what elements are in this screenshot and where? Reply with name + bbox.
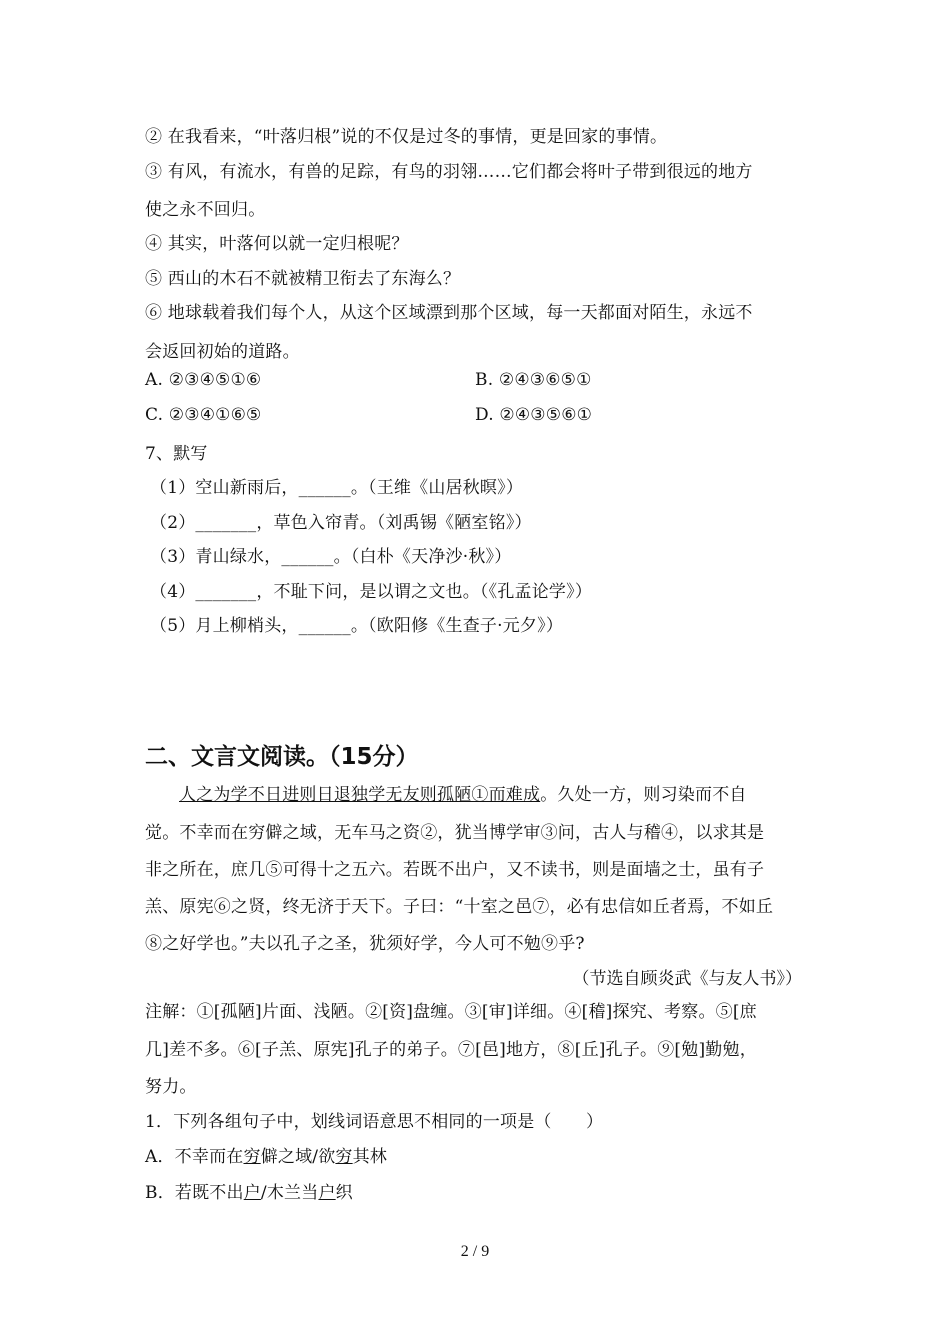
option-b-middle: /木兰当 [260, 1183, 319, 1203]
q6-line-4: ④ 其实，叶落何以就一定归根呢？ [145, 234, 409, 254]
notes-line-1: 注解：①[孤陋]片面、浅陋。②[资]盘缠。③[审]详细。④[稽]探究、考察。⑤[庶 [145, 1002, 757, 1022]
q6-line-6: ⑥ 地球载着我们每个人，从这个区域漂到那个区域，每一天都面对陌生，永远不 [145, 303, 753, 323]
passage-line-4: 羔、原宪⑥之贤，终无济于天下。子曰：“十室之邑⑦，必有忠信如丘者焉，不如丘 [145, 897, 774, 917]
passage-line-3: 非之所在，庶几⑤可得十之五六。若既不出户，又不读书，则是面墙之士，虽有子 [145, 860, 765, 880]
page-number: 2 / 9 [460, 1243, 490, 1260]
question-1-option-a [145, 1142, 387, 1167]
q7-item-5: （5）月上柳梢头，______。（欧阳修《生查子·元夕》） [150, 616, 564, 636]
q7-item-1: （1）空山新雨后，______。（王维《山居秋暝》） [150, 478, 524, 498]
q7-title: 7、默写 [145, 444, 208, 464]
q6-line-7: 会返回初始的道路。 [145, 342, 300, 362]
passage-source: （节选自顾炎武《与友人书》） [572, 969, 802, 989]
question-1: 1．下列各组句子中，划线词语意思不相同的一项是（ ） [145, 1112, 604, 1132]
q7-item-2: （2）_______，草色入帘青。（刘禹锡《陋室铭》） [150, 513, 532, 533]
option-a-underlined-2: 穷 [335, 1147, 353, 1167]
option-b-underlined-2: 户 [318, 1183, 336, 1203]
passage-underlined: 人之为学不日进则日退独学无友则孤陋①而难成 [179, 785, 541, 805]
option-b-suffix: 织 [335, 1183, 353, 1203]
option-b-underlined-1: 户 [243, 1183, 261, 1203]
q7-item-4: （4）_______，不耻下问，是以谓之文也。（《孔孟论学》） [150, 582, 593, 602]
notes-line-2: 几]差不多。⑥[子羔、原宪]孔子的弟子。⑦[邑]地方，⑧[丘]孔子。⑨[勉]勤勉， [145, 1040, 757, 1060]
option-a-prefix: A．不幸而在 [145, 1147, 244, 1167]
q6-option-d: D. ②④③⑤⑥① [475, 405, 593, 425]
passage-line-1 [179, 780, 747, 805]
passage-line-5: ⑧之好学也。”夫以孔子之圣，犹须好学，今人可不勉⑨乎? [145, 934, 585, 954]
q7-item-3: （3）青山绿水，______。（白朴《天净沙·秋》） [150, 547, 512, 567]
passage-line-1-rest: 。久处一方，则习染而不自 [540, 785, 747, 805]
q6-line-2: ③ 有风，有流水，有兽的足踪，有鸟的羽翎……它们都会将叶子带到很远的地方 [145, 162, 753, 182]
passage-line-2: 觉。不幸而在穷僻之域，无车马之资②，犹当博学审③问，古人与稽④，以求其是 [145, 823, 765, 843]
option-a-underlined-1: 穷 [243, 1147, 261, 1167]
option-b-prefix: B．若既不出 [145, 1183, 244, 1203]
notes-line-3: 努力。 [145, 1077, 197, 1097]
q6-line-5: ⑤ 西山的木石不就被精卫衔去了东海么？ [145, 269, 461, 289]
q6-line-3: 使之永不回归。 [145, 200, 266, 220]
q6-option-c: C. ②③④①⑥⑤ [145, 405, 262, 425]
q6-line-1: ② 在我看来，“叶落归根”说的不仅是过冬的事情，更是回家的事情。 [145, 127, 668, 147]
q6-option-b: B. ②④③⑥⑤① [475, 370, 592, 390]
question-1-option-b [145, 1178, 353, 1203]
q6-option-a: A. ②③④⑤①⑥ [145, 370, 262, 390]
option-a-suffix: 其林 [352, 1147, 388, 1167]
option-a-middle: 僻之域/欲 [260, 1147, 336, 1167]
section-heading: 二、文言文阅读。（15分） [145, 744, 419, 770]
